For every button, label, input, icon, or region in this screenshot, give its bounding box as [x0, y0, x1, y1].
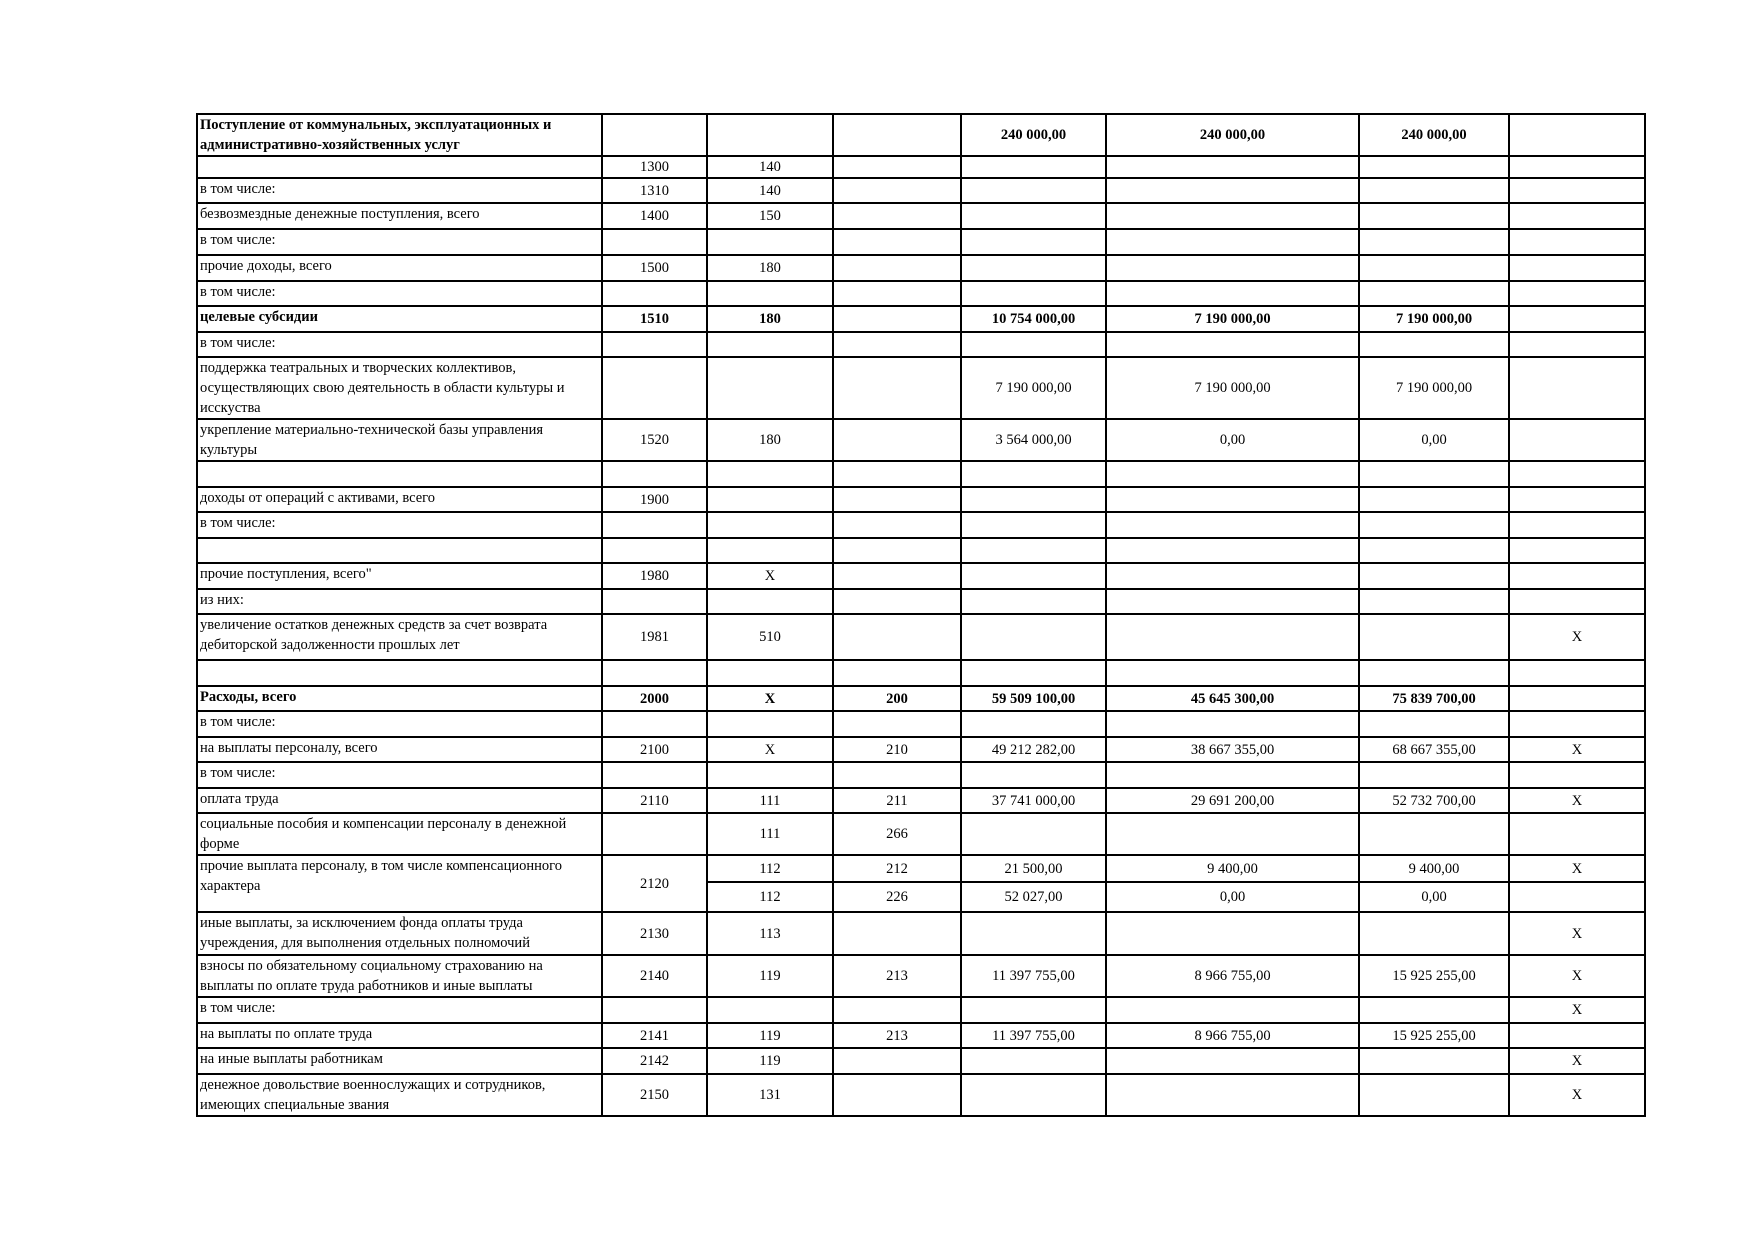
row-kosgu-code: 211	[833, 788, 961, 813]
row-amount-year-1	[961, 255, 1106, 281]
table-row	[197, 538, 1645, 563]
row-kbk-code: 510	[707, 614, 833, 660]
row-amount-year-2	[1106, 563, 1359, 589]
row-name: в том числе:	[197, 997, 602, 1023]
row-name: оплата труда	[197, 788, 602, 813]
table-row	[197, 711, 1645, 737]
table-body	[197, 114, 1645, 1116]
row-code: 1310	[602, 178, 707, 203]
row-amount-year-1: 49 212 282,00	[961, 737, 1106, 762]
row-code	[602, 114, 707, 156]
table-row	[197, 512, 1645, 538]
row-kosgu-code	[833, 589, 961, 614]
row-amount-year-3: 7 190 000,00	[1359, 357, 1509, 419]
table-row	[197, 306, 1645, 332]
row-kbk-code	[707, 589, 833, 614]
table-row	[197, 419, 1645, 461]
row-amount-year-2: 38 667 355,00	[1106, 737, 1359, 762]
table-row	[197, 737, 1645, 762]
row-kbk-code	[707, 997, 833, 1023]
row-kosgu-code	[833, 461, 961, 487]
table-row	[197, 203, 1645, 229]
table-row	[197, 461, 1645, 487]
row-kosgu-code: 266	[833, 813, 961, 855]
row-kosgu-code	[833, 563, 961, 589]
row-amount-year-2	[1106, 512, 1359, 538]
row-amount-year-1	[961, 538, 1106, 563]
row-code	[602, 813, 707, 855]
row-amount-year-1	[961, 813, 1106, 855]
row-kbk-code	[707, 332, 833, 357]
row-amount-year-1	[961, 1048, 1106, 1074]
row-extra	[1509, 589, 1645, 614]
row-extra: X	[1509, 737, 1645, 762]
row-amount-year-3	[1359, 512, 1509, 538]
row-kbk-code: 112	[707, 855, 833, 882]
row-amount-year-3: 0,00	[1359, 419, 1509, 461]
row-amount-year-1	[961, 203, 1106, 229]
row-name: в том числе:	[197, 281, 602, 306]
row-kbk-code: 180	[707, 306, 833, 332]
row-name: на иные выплаты работникам	[197, 1048, 602, 1074]
row-amount-year-2	[1106, 660, 1359, 686]
row-amount-year-3	[1359, 614, 1509, 660]
row-code	[602, 229, 707, 255]
row-kbk-code: X	[707, 737, 833, 762]
row-name	[197, 538, 602, 563]
row-name: увеличение остатков денежных средств за счет возврата дебиторской задолженности прошлых лет	[197, 614, 602, 660]
row-extra: X	[1509, 614, 1645, 660]
row-amount-year-1: 11 397 755,00	[961, 1023, 1106, 1048]
row-amount-year-1	[961, 711, 1106, 737]
row-code	[602, 357, 707, 419]
row-extra	[1509, 114, 1645, 156]
row-kosgu-code	[833, 281, 961, 306]
row-extra: X	[1509, 997, 1645, 1023]
row-amount-year-2	[1106, 255, 1359, 281]
row-extra	[1509, 203, 1645, 229]
row-name: денежное довольствие военнослужащих и сотрудников, имеющих специальные звания	[197, 1074, 602, 1116]
table-row	[197, 912, 1645, 955]
row-kbk-code: 119	[707, 1048, 833, 1074]
row-amount-year-3	[1359, 660, 1509, 686]
row-extra	[1509, 538, 1645, 563]
row-extra	[1509, 882, 1645, 912]
table-row	[197, 487, 1645, 512]
row-extra	[1509, 419, 1645, 461]
row-amount-year-3	[1359, 332, 1509, 357]
row-name	[197, 660, 602, 686]
row-amount-year-1: 3 564 000,00	[961, 419, 1106, 461]
table-row	[197, 1074, 1645, 1116]
row-name: в том числе:	[197, 332, 602, 357]
table-row	[197, 255, 1645, 281]
row-kosgu-code	[833, 306, 961, 332]
row-extra	[1509, 255, 1645, 281]
table-row	[197, 156, 1645, 178]
row-extra	[1509, 357, 1645, 419]
row-amount-year-3: 240 000,00	[1359, 114, 1509, 156]
row-code: 1520	[602, 419, 707, 461]
row-kbk-code: 112	[707, 882, 833, 912]
row-kosgu-code: 200	[833, 686, 961, 711]
row-code	[602, 538, 707, 563]
row-amount-year-2: 9 400,00	[1106, 855, 1359, 882]
table-row	[197, 1023, 1645, 1048]
row-amount-year-2	[1106, 487, 1359, 512]
row-amount-year-1	[961, 1074, 1106, 1116]
row-name: социальные пособия и компенсации персоналу в денежной форме	[197, 813, 602, 855]
table-row	[197, 855, 1645, 882]
row-kbk-code	[707, 357, 833, 419]
row-code: 2000	[602, 686, 707, 711]
row-extra	[1509, 487, 1645, 512]
row-extra	[1509, 306, 1645, 332]
row-name	[197, 156, 602, 178]
row-code: 2150	[602, 1074, 707, 1116]
row-amount-year-2	[1106, 461, 1359, 487]
row-kosgu-code	[833, 114, 961, 156]
row-kbk-code	[707, 461, 833, 487]
row-extra: X	[1509, 912, 1645, 955]
row-kbk-code: X	[707, 563, 833, 589]
row-name: на выплаты персоналу, всего	[197, 737, 602, 762]
row-amount-year-1	[961, 512, 1106, 538]
row-code: 2141	[602, 1023, 707, 1048]
row-amount-year-3	[1359, 461, 1509, 487]
row-amount-year-1	[961, 912, 1106, 955]
row-kosgu-code: 213	[833, 955, 961, 997]
row-name: Расходы, всего	[197, 686, 602, 711]
row-kosgu-code	[833, 357, 961, 419]
row-kbk-code: 119	[707, 955, 833, 997]
row-amount-year-2: 8 966 755,00	[1106, 955, 1359, 997]
row-kbk-code	[707, 229, 833, 255]
row-amount-year-2: 45 645 300,00	[1106, 686, 1359, 711]
row-extra: X	[1509, 1074, 1645, 1116]
row-amount-year-2	[1106, 538, 1359, 563]
row-kbk-code	[707, 762, 833, 788]
row-code: 1900	[602, 487, 707, 512]
row-kosgu-code	[833, 156, 961, 178]
row-code: 1980	[602, 563, 707, 589]
row-extra	[1509, 711, 1645, 737]
row-code: 1510	[602, 306, 707, 332]
row-amount-year-2: 7 190 000,00	[1106, 306, 1359, 332]
row-code	[602, 589, 707, 614]
row-kbk-code: 119	[707, 1023, 833, 1048]
row-code: 2110	[602, 788, 707, 813]
table-row	[197, 997, 1645, 1023]
row-amount-year-1	[961, 762, 1106, 788]
row-amount-year-2	[1106, 178, 1359, 203]
row-extra	[1509, 563, 1645, 589]
row-kbk-code: 111	[707, 788, 833, 813]
table-row	[197, 229, 1645, 255]
row-code	[602, 281, 707, 306]
row-extra	[1509, 281, 1645, 306]
table-row	[197, 114, 1645, 156]
row-amount-year-2	[1106, 203, 1359, 229]
row-amount-year-1	[961, 461, 1106, 487]
row-code	[602, 711, 707, 737]
row-kbk-code: 150	[707, 203, 833, 229]
row-extra	[1509, 156, 1645, 178]
row-amount-year-3	[1359, 711, 1509, 737]
row-amount-year-2	[1106, 281, 1359, 306]
row-amount-year-3: 0,00	[1359, 882, 1509, 912]
row-kosgu-code	[833, 1074, 961, 1116]
row-amount-year-1	[961, 589, 1106, 614]
row-kbk-code: 180	[707, 255, 833, 281]
row-kbk-code	[707, 711, 833, 737]
row-code: 2140	[602, 955, 707, 997]
row-code: 1981	[602, 614, 707, 660]
row-kbk-code: 111	[707, 813, 833, 855]
row-extra	[1509, 461, 1645, 487]
row-name	[197, 461, 602, 487]
row-kosgu-code	[833, 203, 961, 229]
row-code: 2130	[602, 912, 707, 955]
row-kosgu-code	[833, 660, 961, 686]
row-kbk-code	[707, 538, 833, 563]
row-code	[602, 660, 707, 686]
row-amount-year-3	[1359, 762, 1509, 788]
row-kosgu-code	[833, 762, 961, 788]
row-amount-year-2	[1106, 711, 1359, 737]
row-amount-year-1	[961, 281, 1106, 306]
row-kbk-code: 180	[707, 419, 833, 461]
row-kbk-code: 140	[707, 156, 833, 178]
row-kbk-code: 140	[707, 178, 833, 203]
row-amount-year-2: 29 691 200,00	[1106, 788, 1359, 813]
row-amount-year-3	[1359, 255, 1509, 281]
row-code	[602, 461, 707, 487]
row-name: в том числе:	[197, 229, 602, 255]
row-extra	[1509, 178, 1645, 203]
row-kosgu-code	[833, 512, 961, 538]
row-amount-year-2: 0,00	[1106, 882, 1359, 912]
row-kosgu-code	[833, 419, 961, 461]
row-amount-year-3: 75 839 700,00	[1359, 686, 1509, 711]
table-row	[197, 357, 1645, 419]
row-amount-year-3: 15 925 255,00	[1359, 955, 1509, 997]
row-kosgu-code: 210	[833, 737, 961, 762]
row-name: безвозмездные денежные поступления, всего	[197, 203, 602, 229]
row-amount-year-1: 7 190 000,00	[961, 357, 1106, 419]
row-name: доходы от операций с активами, всего	[197, 487, 602, 512]
row-name: целевые субсидии	[197, 306, 602, 332]
row-name: прочие доходы, всего	[197, 255, 602, 281]
table-row	[197, 762, 1645, 788]
row-amount-year-2	[1106, 997, 1359, 1023]
row-amount-year-3	[1359, 156, 1509, 178]
row-amount-year-2	[1106, 912, 1359, 955]
row-amount-year-2	[1106, 332, 1359, 357]
row-amount-year-1: 240 000,00	[961, 114, 1106, 156]
row-amount-year-3	[1359, 487, 1509, 512]
row-kbk-code: 131	[707, 1074, 833, 1116]
row-extra	[1509, 762, 1645, 788]
row-extra: X	[1509, 855, 1645, 882]
table-row	[197, 614, 1645, 660]
row-extra	[1509, 1023, 1645, 1048]
row-amount-year-3	[1359, 281, 1509, 306]
table-row	[197, 281, 1645, 306]
row-kosgu-code	[833, 538, 961, 563]
row-amount-year-1	[961, 332, 1106, 357]
row-extra: X	[1509, 955, 1645, 997]
row-amount-year-1	[961, 997, 1106, 1023]
row-amount-year-1: 21 500,00	[961, 855, 1106, 882]
row-kbk-code	[707, 512, 833, 538]
row-kbk-code	[707, 487, 833, 512]
row-amount-year-3	[1359, 813, 1509, 855]
row-amount-year-3	[1359, 1074, 1509, 1116]
row-amount-year-2	[1106, 229, 1359, 255]
row-extra	[1509, 332, 1645, 357]
row-extra: X	[1509, 1048, 1645, 1074]
row-amount-year-2	[1106, 614, 1359, 660]
row-extra	[1509, 660, 1645, 686]
row-kosgu-code	[833, 614, 961, 660]
row-code	[602, 332, 707, 357]
row-code	[602, 762, 707, 788]
row-amount-year-2	[1106, 813, 1359, 855]
row-kbk-code	[707, 660, 833, 686]
row-extra: X	[1509, 788, 1645, 813]
row-code: 1400	[602, 203, 707, 229]
financial-plan-table	[196, 113, 1646, 1117]
row-amount-year-3: 9 400,00	[1359, 855, 1509, 882]
table-row	[197, 332, 1645, 357]
row-name: укрепление материально-технической базы управления культуры	[197, 419, 602, 461]
row-amount-year-3: 52 732 700,00	[1359, 788, 1509, 813]
row-amount-year-3	[1359, 203, 1509, 229]
row-amount-year-1	[961, 614, 1106, 660]
row-kosgu-code	[833, 711, 961, 737]
row-code: 1500	[602, 255, 707, 281]
row-code: 1300	[602, 156, 707, 178]
row-amount-year-1	[961, 156, 1106, 178]
row-amount-year-3	[1359, 589, 1509, 614]
row-amount-year-2	[1106, 156, 1359, 178]
row-amount-year-3	[1359, 538, 1509, 563]
row-amount-year-1	[961, 660, 1106, 686]
row-name: в том числе:	[197, 512, 602, 538]
row-kbk-code: 113	[707, 912, 833, 955]
row-kosgu-code	[833, 912, 961, 955]
row-kosgu-code: 213	[833, 1023, 961, 1048]
row-kosgu-code	[833, 487, 961, 512]
table-row	[197, 178, 1645, 203]
row-amount-year-3: 15 925 255,00	[1359, 1023, 1509, 1048]
row-kosgu-code: 212	[833, 855, 961, 882]
table-row	[197, 660, 1645, 686]
row-kosgu-code	[833, 332, 961, 357]
row-amount-year-3	[1359, 997, 1509, 1023]
row-amount-year-1	[961, 487, 1106, 512]
row-name: поддержка театральных и творческих коллективов, осуществляющих свою деятельность в области культуры и исскуства	[197, 357, 602, 419]
row-kbk-code	[707, 281, 833, 306]
row-kosgu-code	[833, 997, 961, 1023]
row-name: на выплаты по оплате труда	[197, 1023, 602, 1048]
row-amount-year-1: 11 397 755,00	[961, 955, 1106, 997]
row-amount-year-2: 8 966 755,00	[1106, 1023, 1359, 1048]
row-code	[602, 997, 707, 1023]
row-amount-year-3	[1359, 912, 1509, 955]
row-amount-year-2	[1106, 589, 1359, 614]
row-amount-year-3: 7 190 000,00	[1359, 306, 1509, 332]
row-code: 2142	[602, 1048, 707, 1074]
table-row	[197, 563, 1645, 589]
row-amount-year-2: 7 190 000,00	[1106, 357, 1359, 419]
row-amount-year-3	[1359, 229, 1509, 255]
row-amount-year-1	[961, 563, 1106, 589]
row-name: в том числе:	[197, 762, 602, 788]
row-name: в том числе:	[197, 711, 602, 737]
table-row	[197, 1048, 1645, 1074]
row-amount-year-1: 10 754 000,00	[961, 306, 1106, 332]
row-code: 2100	[602, 737, 707, 762]
row-name: прочие поступления, всего"	[197, 563, 602, 589]
row-kosgu-code	[833, 1048, 961, 1074]
row-amount-year-3: 68 667 355,00	[1359, 737, 1509, 762]
row-kbk-code	[707, 114, 833, 156]
row-kosgu-code	[833, 178, 961, 203]
table-row	[197, 686, 1645, 711]
row-amount-year-1: 52 027,00	[961, 882, 1106, 912]
row-amount-year-2: 240 000,00	[1106, 114, 1359, 156]
row-name: прочие выплата персоналу, в том числе компенсационного характера	[197, 855, 602, 912]
row-amount-year-1: 59 509 100,00	[961, 686, 1106, 711]
row-extra	[1509, 813, 1645, 855]
table-row	[197, 788, 1645, 813]
table-row	[197, 955, 1645, 997]
row-name: из них:	[197, 589, 602, 614]
row-amount-year-1	[961, 229, 1106, 255]
row-amount-year-3	[1359, 178, 1509, 203]
row-amount-year-2	[1106, 1048, 1359, 1074]
row-amount-year-2	[1106, 762, 1359, 788]
row-kosgu-code	[833, 255, 961, 281]
row-amount-year-3	[1359, 1048, 1509, 1074]
table-row	[197, 813, 1645, 855]
row-extra	[1509, 229, 1645, 255]
row-amount-year-2	[1106, 1074, 1359, 1116]
row-name: иные выплаты, за исключением фонда оплаты труда учреждения, для выполнения отдельных полномочий	[197, 912, 602, 955]
row-amount-year-1: 37 741 000,00	[961, 788, 1106, 813]
row-amount-year-3	[1359, 563, 1509, 589]
row-kosgu-code	[833, 229, 961, 255]
row-name: в том числе:	[197, 178, 602, 203]
table-row	[197, 589, 1645, 614]
row-kosgu-code: 226	[833, 882, 961, 912]
row-code	[602, 512, 707, 538]
row-amount-year-1	[961, 178, 1106, 203]
row-kbk-code: X	[707, 686, 833, 711]
row-amount-year-2: 0,00	[1106, 419, 1359, 461]
row-name: взносы по обязательному социальному страхованию на выплаты по оплате труда работников и иные выплаты	[197, 955, 602, 997]
row-name: Поступление от коммунальных, эксплуатационных и административно-хозяйственных услуг	[197, 114, 602, 156]
row-extra	[1509, 686, 1645, 711]
row-extra	[1509, 512, 1645, 538]
row-code: 2120	[602, 855, 707, 912]
